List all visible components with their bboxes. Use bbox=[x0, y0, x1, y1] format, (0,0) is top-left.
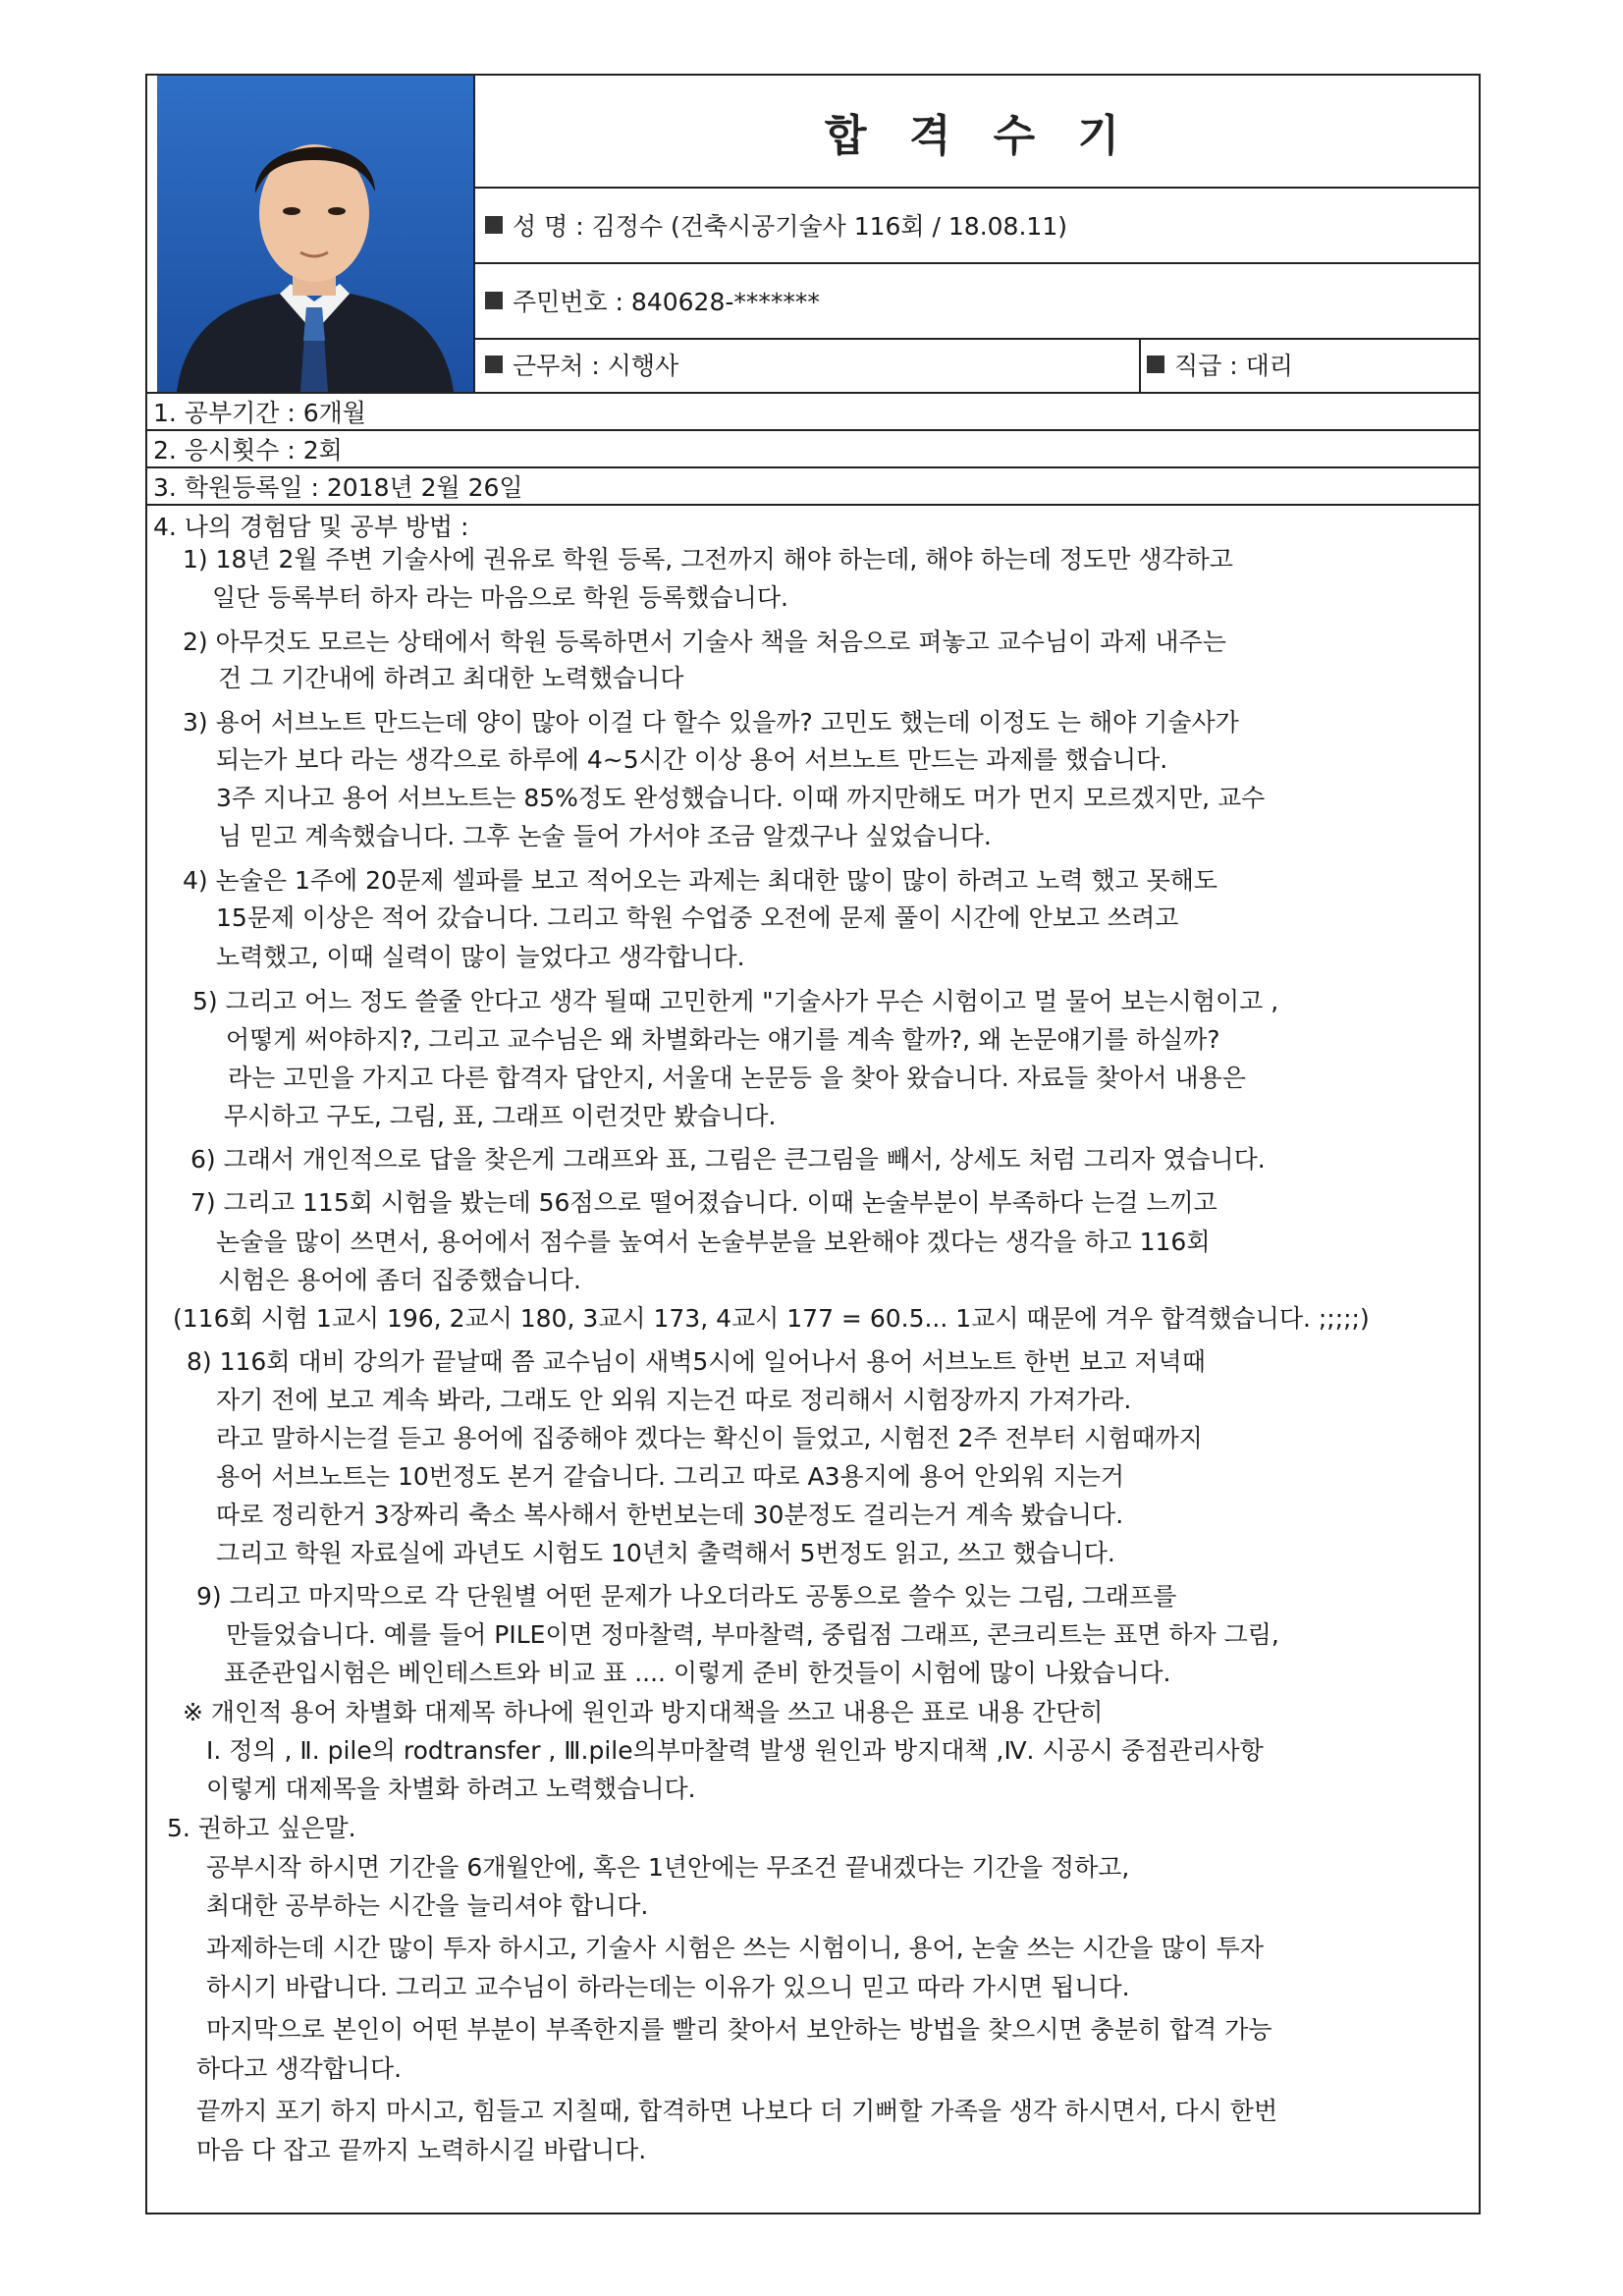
text-line: 과제하는데 시간 많이 투자 하시고, 기술사 시험은 쓰는 시험이니, 용어, 논술 쓰는 시간을 많이 투자 bbox=[206, 1934, 1264, 1962]
text-line: 마지막으로 본인이 어떤 부분이 부족한지를 빨리 찾아서 보안하는 방법을 찾으시면 충분히 합격 가능 bbox=[206, 2015, 1272, 2044]
text-line: 2) 아무것도 모르는 상태에서 학원 등록하면서 기술사 책을 처음으로 펴놓고 교수님이 과제 내주는 bbox=[183, 628, 1226, 656]
text-line: 라고 말하시는걸 듣고 용어에 집중해야 겠다는 확신이 들었고, 시험전 2주 전부터 시험때까지 bbox=[216, 1424, 1203, 1452]
text-line: 15문제 이상은 적어 갔습니다. 그리고 학원 수업중 오전에 문제 풀이 시간에 안보고 쓰려고 bbox=[216, 903, 1179, 932]
text-line: 시험은 용어에 좀더 집중했습니다. bbox=[218, 1266, 581, 1294]
text-line: 3) 용어 서브노트 만드는데 양이 많아 이걸 다 할수 있을까? 고민도 했는데 이정도 는 해야 기술사가 bbox=[183, 708, 1239, 737]
text-line: 어떻게 써야하지?, 그리고 교수님은 왜 차별화라는 얘기를 계속 할까?, 왜 논문얘기를 하실까? bbox=[226, 1025, 1220, 1054]
text-line: ※ 개인적 용어 차별화 대제목 하나에 원인과 방지대책을 쓰고 내용은 표로 내용 간단히 bbox=[183, 1698, 1104, 1726]
position-field bbox=[1147, 339, 1293, 390]
square-bullet-icon bbox=[485, 355, 503, 373]
text-line: 5) 그리고 어느 정도 쓸줄 안다고 생각 될때 고민한게 "기술사가 무슨 시험이고 멀 물어 보는시험이고 , bbox=[192, 987, 1279, 1015]
text-line: 5. 권하고 싶은말. bbox=[167, 1814, 356, 1842]
divider bbox=[147, 504, 1481, 506]
testimonial-form bbox=[145, 74, 1481, 2214]
person-portrait bbox=[157, 76, 473, 392]
text-line: 하다고 생각합니다. bbox=[196, 2054, 403, 2083]
text-line: 만들었습니다. 예를 들어 PILE이면 정마찰력, 부마찰력, 중립점 그래프, 콘크리트는 표면 하자 그림, bbox=[226, 1620, 1279, 1649]
page-title: 합 격 수 기 bbox=[825, 110, 1133, 161]
text-line: 그리고 학원 자료실에 과년도 시험도 10년치 출력해서 5번정도 읽고, 쓰고 했습니다. bbox=[216, 1539, 1115, 1567]
text-line: 님 믿고 계속했습니다. 그후 논술 들어 가서야 조금 알겠구나 싶었습니다. bbox=[218, 822, 992, 850]
id-line: 주민번호 : 840628-******* bbox=[513, 288, 820, 316]
square-bullet-icon bbox=[1147, 355, 1164, 373]
text-line: 1) 18년 2월 주변 기술사에 권유로 학원 등록, 그전까지 해야 하는데, 해야 하는데 정도만 생각하고 bbox=[183, 545, 1233, 574]
text-line: Ⅰ. 정의 , Ⅱ. pile의 rodtransfer , Ⅲ.pile의부마찰력 발생 원인과 방지대책 ,Ⅳ. 시공시 중점관리사항 bbox=[206, 1736, 1264, 1765]
text-line: 노력했고, 이때 실력이 많이 늘었다고 생각합니다. bbox=[216, 943, 745, 971]
text-line: 이렇게 대제목을 차별화 하려고 노력했습니다. bbox=[206, 1775, 696, 1803]
text-line: 8) 116회 대비 강의가 끝날때 쯤 교수님이 새벽5시에 일어나서 용어 서브노트 한번 보고 저녁때 bbox=[187, 1347, 1206, 1376]
profile-photo bbox=[157, 76, 475, 392]
study-period: 1. 공부기간 : 6개월 bbox=[153, 399, 366, 427]
text-line: 끝까지 포기 하지 마시고, 힘들고 지칠때, 합격하면 나보다 더 기뻐할 가족을 생각 하시면서, 다시 한번 bbox=[196, 2097, 1278, 2125]
text-line: (116회 시험 1교시 196, 2교시 180, 3교시 173, 4교시 177 = 60.5... 1교시 때문에 겨우 합격했습니다. ;;;;;) bbox=[173, 1304, 1370, 1333]
text-line: 건 그 기간내에 하려고 최대한 노력했습니다 bbox=[218, 664, 684, 692]
position-line: 직급 : 대리 bbox=[1174, 352, 1293, 380]
text-line: 표준관입시험은 베인테스트와 비교 표 .... 이렇게 준비 한것들이 시험에 많이 나왔습니다. bbox=[224, 1659, 1171, 1687]
name-field bbox=[485, 188, 1067, 262]
text-line: 9) 그리고 마지막으로 각 단원별 어떤 문제가 나오더라도 공통으로 쓸수 있는 그림, 그래프를 bbox=[196, 1582, 1177, 1611]
text-line: 3주 지나고 용어 서브노트는 85%정도 완성했습니다. 이때 까지만해도 머가 먼지 모르겠지만, 교수 bbox=[216, 784, 1266, 812]
text-line: 공부시작 하시면 기간을 6개월안에, 혹은 1년안에는 무조건 끝내겠다는 기간을 정하고, bbox=[206, 1853, 1130, 1882]
text-line: 최대한 공부하는 시간을 늘리셔야 합니다. bbox=[206, 1891, 649, 1920]
text-line: 무시하고 구도, 그림, 표, 그래프 이런것만 봤습니다. bbox=[224, 1102, 777, 1130]
text-line: 용어 서브노트는 10번정도 본거 같습니다. 그리고 따로 A3용지에 용어 안외워 지는거 bbox=[216, 1462, 1125, 1491]
text-line: 논술을 많이 쓰면서, 용어에서 점수를 높여서 논술부분을 보완해야 겠다는 생각을 하고 116회 bbox=[216, 1228, 1211, 1256]
registration-date: 3. 학원등록일 : 2018년 2월 26일 bbox=[153, 473, 523, 502]
text-line: 따로 정리한거 3장짜리 축소 복사해서 한번보는데 30분정도 걸리는거 계속 봤습니다. bbox=[216, 1501, 1124, 1529]
square-bullet-icon bbox=[485, 216, 503, 234]
id-field bbox=[485, 263, 820, 338]
text-line: 하시기 바랍니다. 그리고 교수님이 하라는데는 이유가 있으니 믿고 따라 가시면 됩니다. bbox=[206, 1973, 1130, 2001]
text-line: 자기 전에 보고 계속 봐라, 그래도 안 외워 지는건 따로 정리해서 시험장까지 가져가라. bbox=[216, 1386, 1132, 1414]
workplace-line: 근무처 : 시행사 bbox=[513, 352, 679, 380]
text-line: 4) 논술은 1주에 20문제 셀파를 보고 적어오는 과제는 최대한 많이 많이 하려고 노력 했고 못해도 bbox=[183, 866, 1218, 895]
text-line: 일단 등록부터 하자 라는 마음으로 학원 등록했습니다. bbox=[212, 583, 788, 612]
experience-heading: 4. 나의 경험담 및 공부 방법 : bbox=[153, 513, 469, 541]
text-line: 라는 고민을 가지고 다른 합격자 답안지, 서울대 논문등 을 찾아 왔습니다. 자료들 찾아서 내용은 bbox=[228, 1064, 1246, 1092]
text-line: 마음 다 잡고 끝까지 노력하시길 바랍니다. bbox=[196, 2136, 647, 2164]
name-line: 성 명 : 김정수 (건축시공기술사 116회 / 18.08.11) bbox=[513, 212, 1067, 241]
divider bbox=[1139, 338, 1141, 392]
divider bbox=[147, 429, 1481, 431]
attempt-count: 2. 응시횟수 : 2회 bbox=[153, 436, 343, 465]
text-line: 6) 그래서 개인적으로 답을 찾은게 그래프와 표, 그림은 큰그림을 빼서, 상세도 처럼 그리자 였습니다. bbox=[190, 1145, 1266, 1174]
text-line: 되는가 보다 라는 생각으로 하루에 4~5시간 이상 용어 서브노트 만드는 과제를 했습니다. bbox=[216, 745, 1168, 774]
square-bullet-icon bbox=[485, 292, 503, 309]
text-line: 7) 그리고 115회 시험을 봤는데 56점으로 떨어졌습니다. 이때 논술부분이 부족하다 는걸 느끼고 bbox=[190, 1188, 1217, 1217]
workplace-field bbox=[485, 339, 678, 390]
